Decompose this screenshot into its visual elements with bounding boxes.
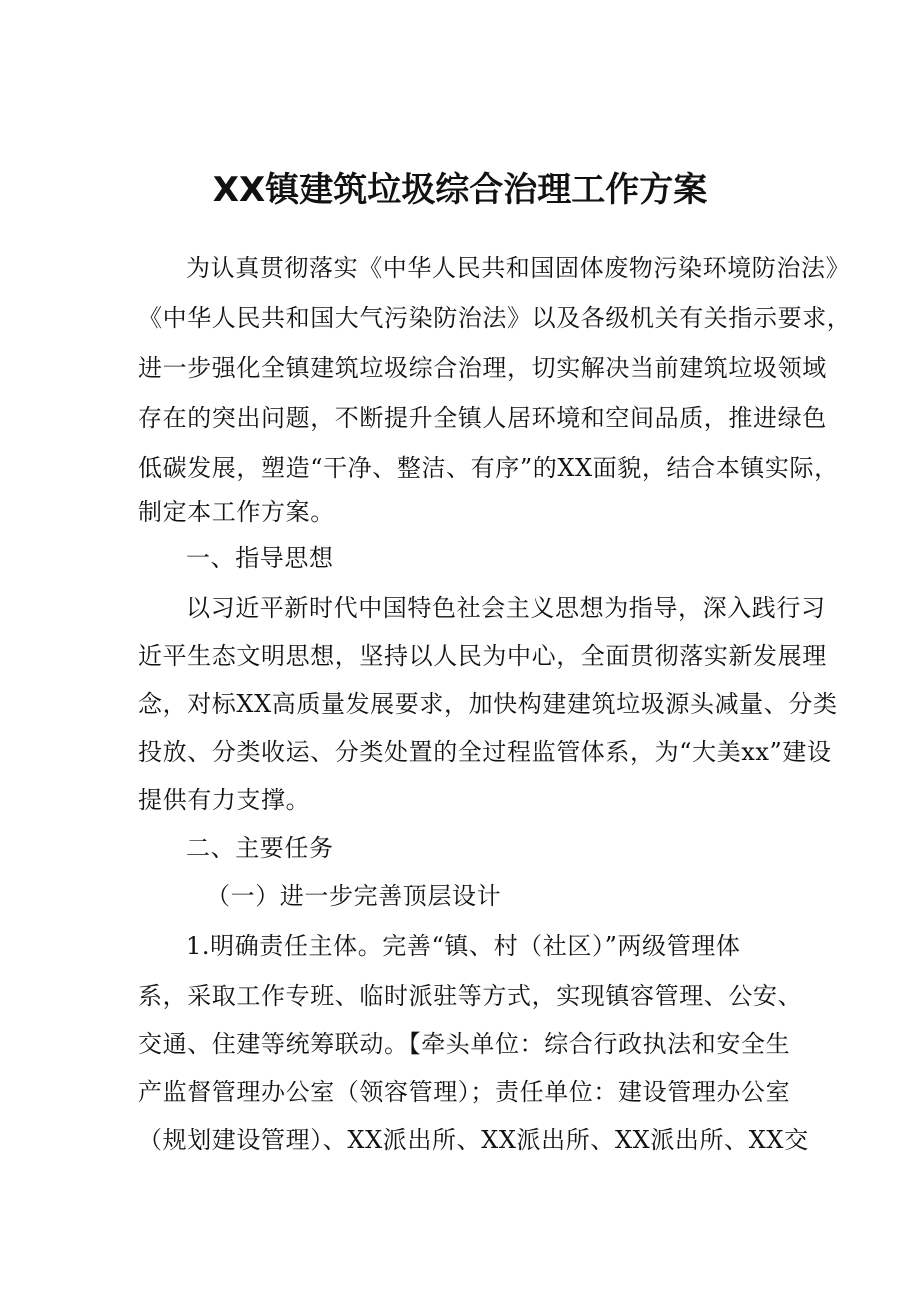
paragraph-line: 1.明确责任主体。完善“镇、村（社区）”两级管理体 <box>186 932 741 960</box>
subsection-heading: （一）进一步完善顶层设计 <box>206 882 502 910</box>
paragraph-line: 进一步强化全镇建筑垃圾综合治理，切实解决当前建筑垃圾领域 <box>138 354 827 382</box>
section-heading: 一、指导思想 <box>186 544 334 572</box>
paragraph-line: 以习近平新时代中国特色社会主义思想为指导，深入践行习 <box>186 594 826 622</box>
paragraph-line: 系，采取工作专班、临时派驻等方式，实现镇容管理、公安、 <box>138 982 803 1010</box>
paragraph-line: 近平生态文明思想，坚持以人民为中心，全面贯彻落实新发展理 <box>138 642 827 670</box>
document-title: XX镇建筑垃圾综合治理工作方案 <box>212 170 708 210</box>
paragraph-line: 提供有力支撑。 <box>138 786 311 814</box>
paragraph-line: 存在的突出问题，不断提升全镇人居环境和空间品质，推进绿色 <box>138 404 827 432</box>
paragraph-line: 《中华人民共和国大气污染防治法》以及各级机关有关指示要求， <box>138 304 852 332</box>
section-heading: 二、主要任务 <box>186 834 334 862</box>
paragraph-line: （规划建设管理）、XX派出所、XX派出所、XX派出所、XX交 <box>138 1126 809 1154</box>
paragraph-line: 为认真贯彻落实《中华人民共和国固体废物污染环境防治法》 <box>186 254 851 282</box>
paragraph-line: 低碳发展，塑造“干净、整洁、有序”的XX面貌，结合本镇实际， <box>138 454 839 482</box>
paragraph-line: 产监督管理办公室（领容管理）；责任单位：建设管理办公室 <box>138 1078 791 1106</box>
paragraph-line: 念，对标XX高质量发展要求，加快构建建筑垃圾源头减量、分类 <box>138 690 838 718</box>
paragraph-line: 交通、住建等统筹联动。【牵头单位：综合行政执法和安全生 <box>138 1030 791 1058</box>
paragraph-line: 制定本工作方案。 <box>138 498 335 526</box>
paragraph-line: 投放、分类收运、分类处置的全过程监管体系，为“大美xx”建设 <box>138 738 832 766</box>
